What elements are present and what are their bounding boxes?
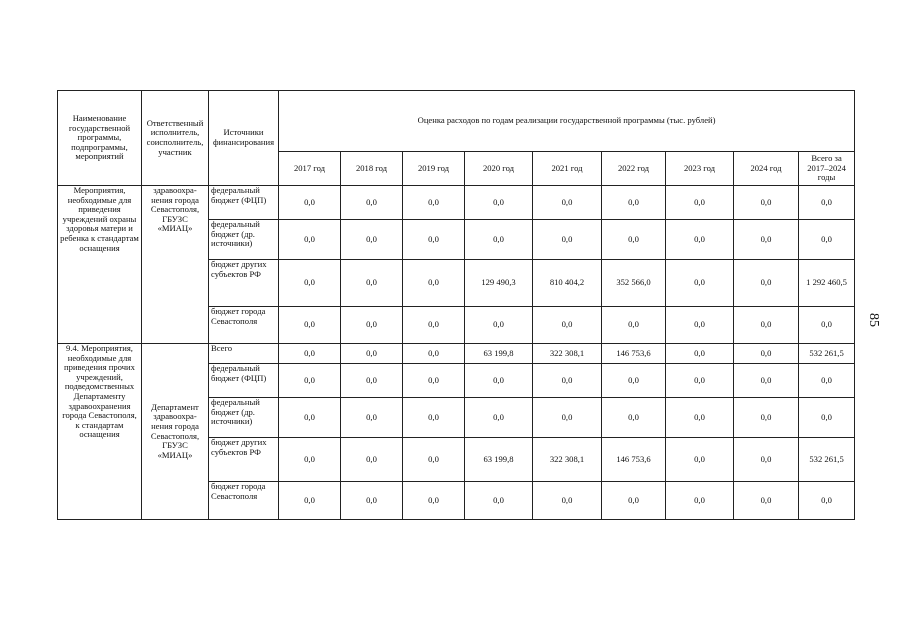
value-cell: 0,0 [279,482,341,520]
value-cell: 146 753,6 [602,438,666,482]
value-cell: 0,0 [666,438,734,482]
value-cell: 0,0 [734,398,799,438]
total-cell: 0,0 [799,307,855,344]
value-cell: 0,0 [734,220,799,260]
value-cell: 0,0 [533,186,602,220]
value-cell: 0,0 [279,220,341,260]
value-cell: 0,0 [465,398,533,438]
funding-source: Всего [209,344,279,364]
table-row [58,186,855,220]
value-cell: 0,0 [465,482,533,520]
expenditure-table [57,90,855,520]
value-cell: 0,0 [666,364,734,398]
value-cell: 0,0 [403,260,465,307]
value-cell: 0,0 [341,220,403,260]
header-responsible: Ответственный исполнитель, соисполнитель, участник [142,91,209,186]
header-estimate: Оценка расходов по годам реализации государственной программы (тыс. рублей) [279,91,855,152]
value-cell: 0,0 [602,364,666,398]
value-cell: 63 199,8 [465,344,533,364]
value-cell: 0,0 [341,307,403,344]
value-cell: 0,0 [279,438,341,482]
value-cell: 0,0 [666,260,734,307]
total-cell: 1 292 460,5 [799,260,855,307]
table-row [58,344,855,364]
header-year: 2020 год [465,152,533,186]
value-cell: 322 308,1 [533,344,602,364]
value-cell: 0,0 [666,398,734,438]
total-cell: 0,0 [799,482,855,520]
value-cell: 0,0 [403,186,465,220]
table-body [58,186,855,520]
value-cell: 0,0 [403,220,465,260]
value-cell: 0,0 [734,186,799,220]
funding-source: бюджет города Севастополя [209,307,279,344]
value-cell: 0,0 [279,364,341,398]
value-cell: 0,0 [341,344,403,364]
value-cell: 0,0 [734,482,799,520]
value-cell: 0,0 [341,260,403,307]
value-cell: 0,0 [734,307,799,344]
value-cell: 0,0 [602,398,666,438]
value-cell: 0,0 [279,344,341,364]
responsible-executor: здравоохранения города Севастополя, ГБУЗС «МИАЦ» [142,186,209,344]
funding-source: федеральный бюджет (др. источники) [209,220,279,260]
value-cell: 0,0 [533,220,602,260]
value-cell: 63 199,8 [465,438,533,482]
value-cell: 0,0 [533,307,602,344]
value-cell: 0,0 [734,438,799,482]
value-cell: 322 308,1 [533,438,602,482]
total-cell: 532 261,5 [799,438,855,482]
value-cell: 0,0 [403,344,465,364]
value-cell: 0,0 [279,307,341,344]
value-cell: 0,0 [666,344,734,364]
header-year: 2022 год [602,152,666,186]
measure-name: Мероприятия, необходимые для приведения учреждений охраны здоровья матери и ребенка к стандартам оснащения [58,186,142,344]
value-cell: 810 404,2 [533,260,602,307]
funding-source: федеральный бюджет (ФЦП) [209,364,279,398]
value-cell: 0,0 [533,398,602,438]
value-cell: 0,0 [666,482,734,520]
funding-source: федеральный бюджет (др. источники) [209,398,279,438]
page-number: 85 [866,313,881,327]
value-cell: 0,0 [341,438,403,482]
header-total: Всего за 2017–2024 годы [799,152,855,186]
total-cell: 0,0 [799,186,855,220]
value-cell: 0,0 [279,398,341,438]
header-year: 2018 год [341,152,403,186]
measure-name: 9.4. Мероприятия, необходимые для приведения прочих учреждений, подведомственных Департаменту здравоохранения города Севастополя, к стандартам оснащения [58,344,142,520]
header-year: 2021 год [533,152,602,186]
value-cell: 0,0 [341,398,403,438]
header-source: Источники финансирования [209,91,279,186]
value-cell: 0,0 [666,307,734,344]
value-cell: 0,0 [666,220,734,260]
value-cell: 0,0 [341,482,403,520]
value-cell: 0,0 [341,186,403,220]
value-cell: 0,0 [403,438,465,482]
value-cell: 0,0 [602,220,666,260]
value-cell: 0,0 [403,398,465,438]
value-cell: 0,0 [533,364,602,398]
value-cell: 129 490,3 [465,260,533,307]
value-cell: 352 566,0 [602,260,666,307]
total-cell: 0,0 [799,398,855,438]
value-cell: 0,0 [602,307,666,344]
value-cell: 0,0 [465,307,533,344]
value-cell: 0,0 [734,344,799,364]
value-cell: 0,0 [602,482,666,520]
value-cell: 0,0 [279,260,341,307]
funding-source: бюджет других субъектов РФ [209,438,279,482]
value-cell: 0,0 [666,186,734,220]
value-cell: 0,0 [403,364,465,398]
header-name: Наименование государственной программы, подпрограммы, мероприятий [58,91,142,186]
value-cell: 0,0 [465,364,533,398]
funding-source: федеральный бюджет (ФЦП) [209,186,279,220]
responsible-executor: Департамент здравоохранения города Севастополя, ГБУЗС «МИАЦ» [142,344,209,520]
value-cell: 0,0 [403,482,465,520]
header-year: 2024 год [734,152,799,186]
value-cell: 0,0 [403,307,465,344]
total-cell: 0,0 [799,364,855,398]
total-cell: 532 261,5 [799,344,855,364]
value-cell: 0,0 [734,260,799,307]
value-cell: 0,0 [465,186,533,220]
value-cell: 0,0 [533,482,602,520]
header-year: 2017 год [279,152,341,186]
header-year: 2023 год [666,152,734,186]
total-cell: 0,0 [799,220,855,260]
value-cell: 0,0 [602,186,666,220]
value-cell: 0,0 [465,220,533,260]
value-cell: 0,0 [341,364,403,398]
value-cell: 0,0 [734,364,799,398]
value-cell: 146 753,6 [602,344,666,364]
funding-source: бюджет города Севастополя [209,482,279,520]
funding-source: бюджет других субъектов РФ [209,260,279,307]
value-cell: 0,0 [279,186,341,220]
header-year: 2019 год [403,152,465,186]
